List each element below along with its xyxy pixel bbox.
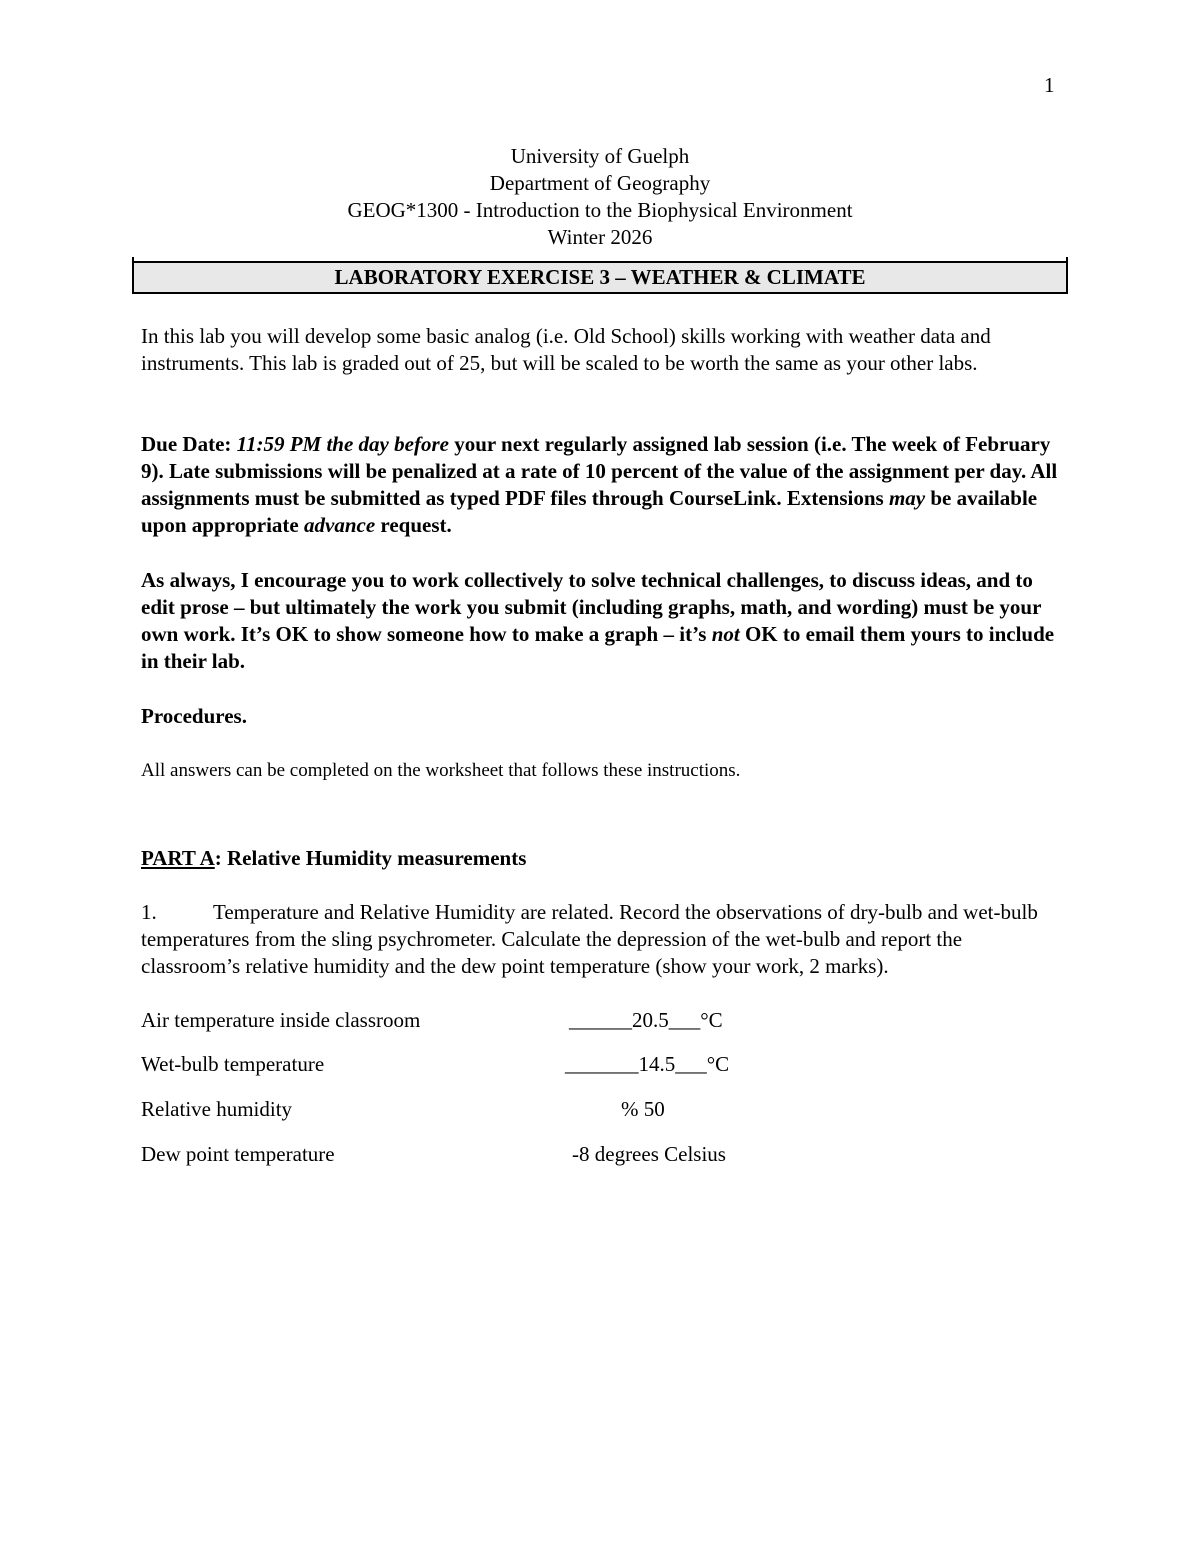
document-header [0,143,1200,251]
measurement-label: Relative humidity [141,1097,293,1121]
measurement-label: Wet-bulb temperature [141,1052,325,1076]
question-1 [141,899,1066,980]
intro-paragraph: In this lab you will develop some basic analog (i.e. Old School) skills working with weather data and instruments. This lab is graded out of 25, but will be scaled to be worth the same as your other labs. [141,324,991,375]
answers-note: All answers can be completed on the worksheet that follows these instructions. [141,760,741,781]
measurement-value: % 50 [621,1097,665,1121]
measurement-value: -8 degrees Celsius [572,1142,726,1166]
part-a-label: PART A [141,846,215,870]
measurement-label: Dew point temperature [141,1142,335,1166]
part-a-title: : Relative Humidity measurements [214,846,527,870]
course-title: GEOG*1300 - Introduction to the Biophysical Environment [347,198,853,222]
question-1-text: Temperature and Relative Humidity are related. Record the observations of dry-bulb and wet-bulb temperatures from the sling psychrometer. Calculate the depression of the wet-bulb and report the classroom’s relative humidity and the dew point temperature (show your work, 2 marks). [141,900,1038,978]
procedures-heading: Procedures. [141,704,247,728]
question-1-number: 1. [141,900,157,924]
always-not: not [711,622,740,646]
due-text-3: request. [375,513,452,537]
part-a-heading [141,845,1066,872]
always-text-1: As always, I encourage you to work collectively to solve technical challenges, to discuss ideas, and to edit prose – but ultimately the work you submit (including graphs, math, and wording) must be your own work. It’s OK to show someone how to make a graph – it’s [141,568,1042,646]
due-date-paragraph [141,431,1066,539]
measurement-value: ______20.5___°C [569,1008,723,1032]
due-text-1: your next regularly assigned lab session (i.e. The week of February 9). Late submissions will be penalized at a rate of 10 percent of the value of the assignment per day. All assignments must be submitted as typed PDF files through CourseLink. Extensions [141,432,1058,510]
due-advance: advance [304,513,376,537]
measurement-value: _______14.5___°C [565,1052,730,1076]
always-text-2: OK to email them yours to include in their lab. [141,622,1055,673]
university-name: University of Guelph [510,144,690,168]
due-deadline: 11:59 PM the day before [236,432,449,456]
department-name: Department of Geography [489,171,711,195]
page-number: 1 [1044,73,1055,97]
term: Winter 2026 [547,225,653,249]
collaboration-paragraph [141,567,1066,675]
measurement-label: Air temperature inside classroom [141,1008,421,1032]
lab-title: LABORATORY EXERCISE 3 – WEATHER & CLIMATE [132,261,1068,294]
due-may: may [888,486,926,510]
due-text-2: be available upon appropriate [141,486,1038,537]
due-label: Due Date: [141,432,232,456]
